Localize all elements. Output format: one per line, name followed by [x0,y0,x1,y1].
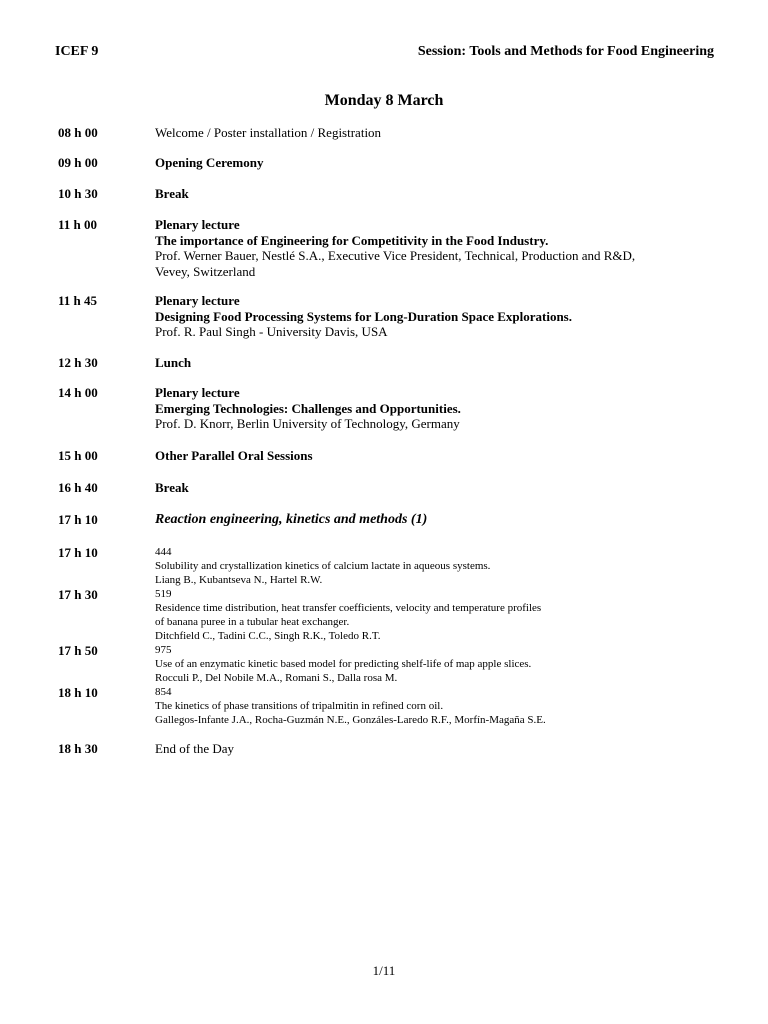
row-time: 17 h 30 [58,587,98,602]
row-content [155,480,715,496]
paper-title: Residence time distribution, heat transfer coefficients, velocity and temperature profiles [155,602,542,614]
day-title: Monday 8 March [324,92,444,109]
row-time: 17 h 10 [58,512,98,527]
row-title: Lunch [155,355,192,370]
lecture-title: The importance of Engineering for Competitivity in the Food Industry. [155,232,549,248]
lecture-title: Emerging Technologies: Challenges and Opportunities. [155,400,461,416]
lecture-title: Designing Food Processing Systems for Long-Duration Space Explorations. [155,308,572,324]
lecture-type: Plenary lecture [155,385,240,400]
row-content [155,741,715,757]
row-content [155,512,715,528]
row-time: 12 h 30 [58,355,98,370]
row-text: Welcome / Poster installation / Registration [155,125,382,140]
row-content [155,545,715,587]
paper-authors: Liang B., Kubantseva N., Hartel R.W. [155,574,323,586]
row-content [155,448,715,464]
paper-authors: Gallegos-Infante J.A., Rocha-Guzmán N.E., Gonzáles-Laredo R.F., Morfín-Magaña S.E. [155,714,546,726]
row-title: Break [155,186,189,201]
lecture-type: Plenary lecture [155,217,240,232]
row-content [155,587,715,643]
row-content [155,385,715,432]
paper-number: 444 [155,546,172,558]
row-content [155,125,715,141]
paper-authors: Rocculi P., Del Nobile M.A., Romani S., Dalla rosa M. [155,672,398,684]
lecture-speaker: Prof. D. Knorr, Berlin University of Technology, Germany [155,416,460,431]
row-time: 17 h 10 [58,545,98,560]
row-time: 08 h 00 [58,125,98,140]
row-time: 15 h 00 [58,448,98,463]
paper-authors: Ditchfield C., Tadini C.C., Singh R.K., Toledo R.T. [155,630,381,642]
paper-number: 854 [155,686,172,698]
row-title: Other Parallel Oral Sessions [155,448,313,463]
session-title: Reaction engineering, kinetics and methods (1) [155,512,428,527]
header-conference: ICEF 9 [55,44,99,59]
row-time: 11 h 00 [58,217,98,232]
row-content [155,685,715,727]
paper-title: Solubility and crystallization kinetics of calcium lactate in aqueous systems. [155,560,491,572]
lecture-speaker: Prof. Werner Bauer, Nestlé S.A., Executive Vice President, Technical, Production and R&D, [155,248,636,263]
paper-title: of banana puree in a tubular heat exchanger. [155,616,350,628]
lecture-type: Plenary lecture [155,293,240,308]
page-number: 1/11 [372,963,396,978]
row-content [155,355,715,371]
row-text: End of the Day [155,741,235,756]
paper-title: The kinetics of phase transitions of tripalmitin in refined corn oil. [155,700,444,712]
paper-title: Use of an enzymatic kinetic based model for predicting shelf-life of map apple slices. [155,658,532,670]
row-content [155,155,715,171]
row-time: 16 h 40 [58,480,98,495]
row-content [155,643,715,685]
header-session: Session: Tools and Methods for Food Engineering [417,44,714,59]
row-time: 18 h 30 [58,741,98,756]
row-time: 17 h 50 [58,643,98,658]
lecture-speaker: Prof. R. Paul Singh - University Davis, USA [155,324,388,339]
paper-number: 975 [155,644,172,656]
lecture-speaker: Vevey, Switzerland [155,263,256,279]
row-time: 09 h 00 [58,155,98,170]
row-time: 18 h 10 [58,685,98,700]
row-time: 11 h 45 [58,293,98,308]
paper-number: 519 [155,588,172,600]
row-content [155,186,715,202]
row-time: 10 h 30 [58,186,98,201]
row-content [155,293,715,340]
row-time: 14 h 00 [58,385,98,400]
row-title: Break [155,480,189,495]
row-title: Opening Ceremony [155,155,264,170]
row-content [155,217,715,279]
